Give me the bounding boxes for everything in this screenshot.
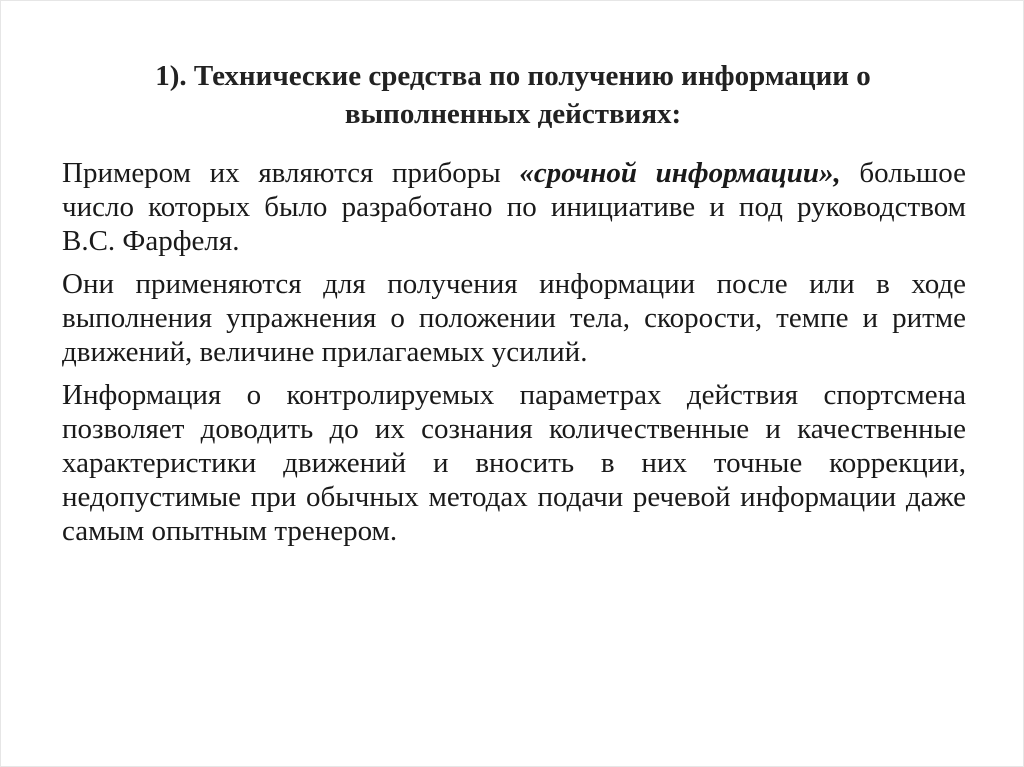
paragraph-1: [62, 156, 966, 258]
paragraph-2: Они применяются для получения информации после или в ходе выполнения упражнения о положении тела, скорости, темпе и ритме движений, величине прилагаемых усилий.: [62, 268, 966, 368]
paragraph-1-emphasis: «срочной информации»,: [519, 157, 841, 189]
title-line-1: 1). Технические средства по получению информации о: [155, 60, 871, 92]
paragraph-1-start: Примером их являются приборы: [62, 157, 520, 189]
paragraph-3: Информация о контролируемых параметрах действия спортсмена позволяет доводить до их сознания количественные и качественные характеристики движений и вносить в них точные коррекции, недопустимые при обычных методах подачи речевой информации даже самым опытным тренером.: [62, 379, 966, 547]
slide-title: [41, 57, 985, 133]
slide-body: [62, 156, 966, 557]
title-line-2: выполненных действиях:: [344, 98, 682, 130]
paragraph-1-end: большое число которых было разработано по инициативе и под руководством В.С. Фарфеля.: [62, 157, 966, 257]
